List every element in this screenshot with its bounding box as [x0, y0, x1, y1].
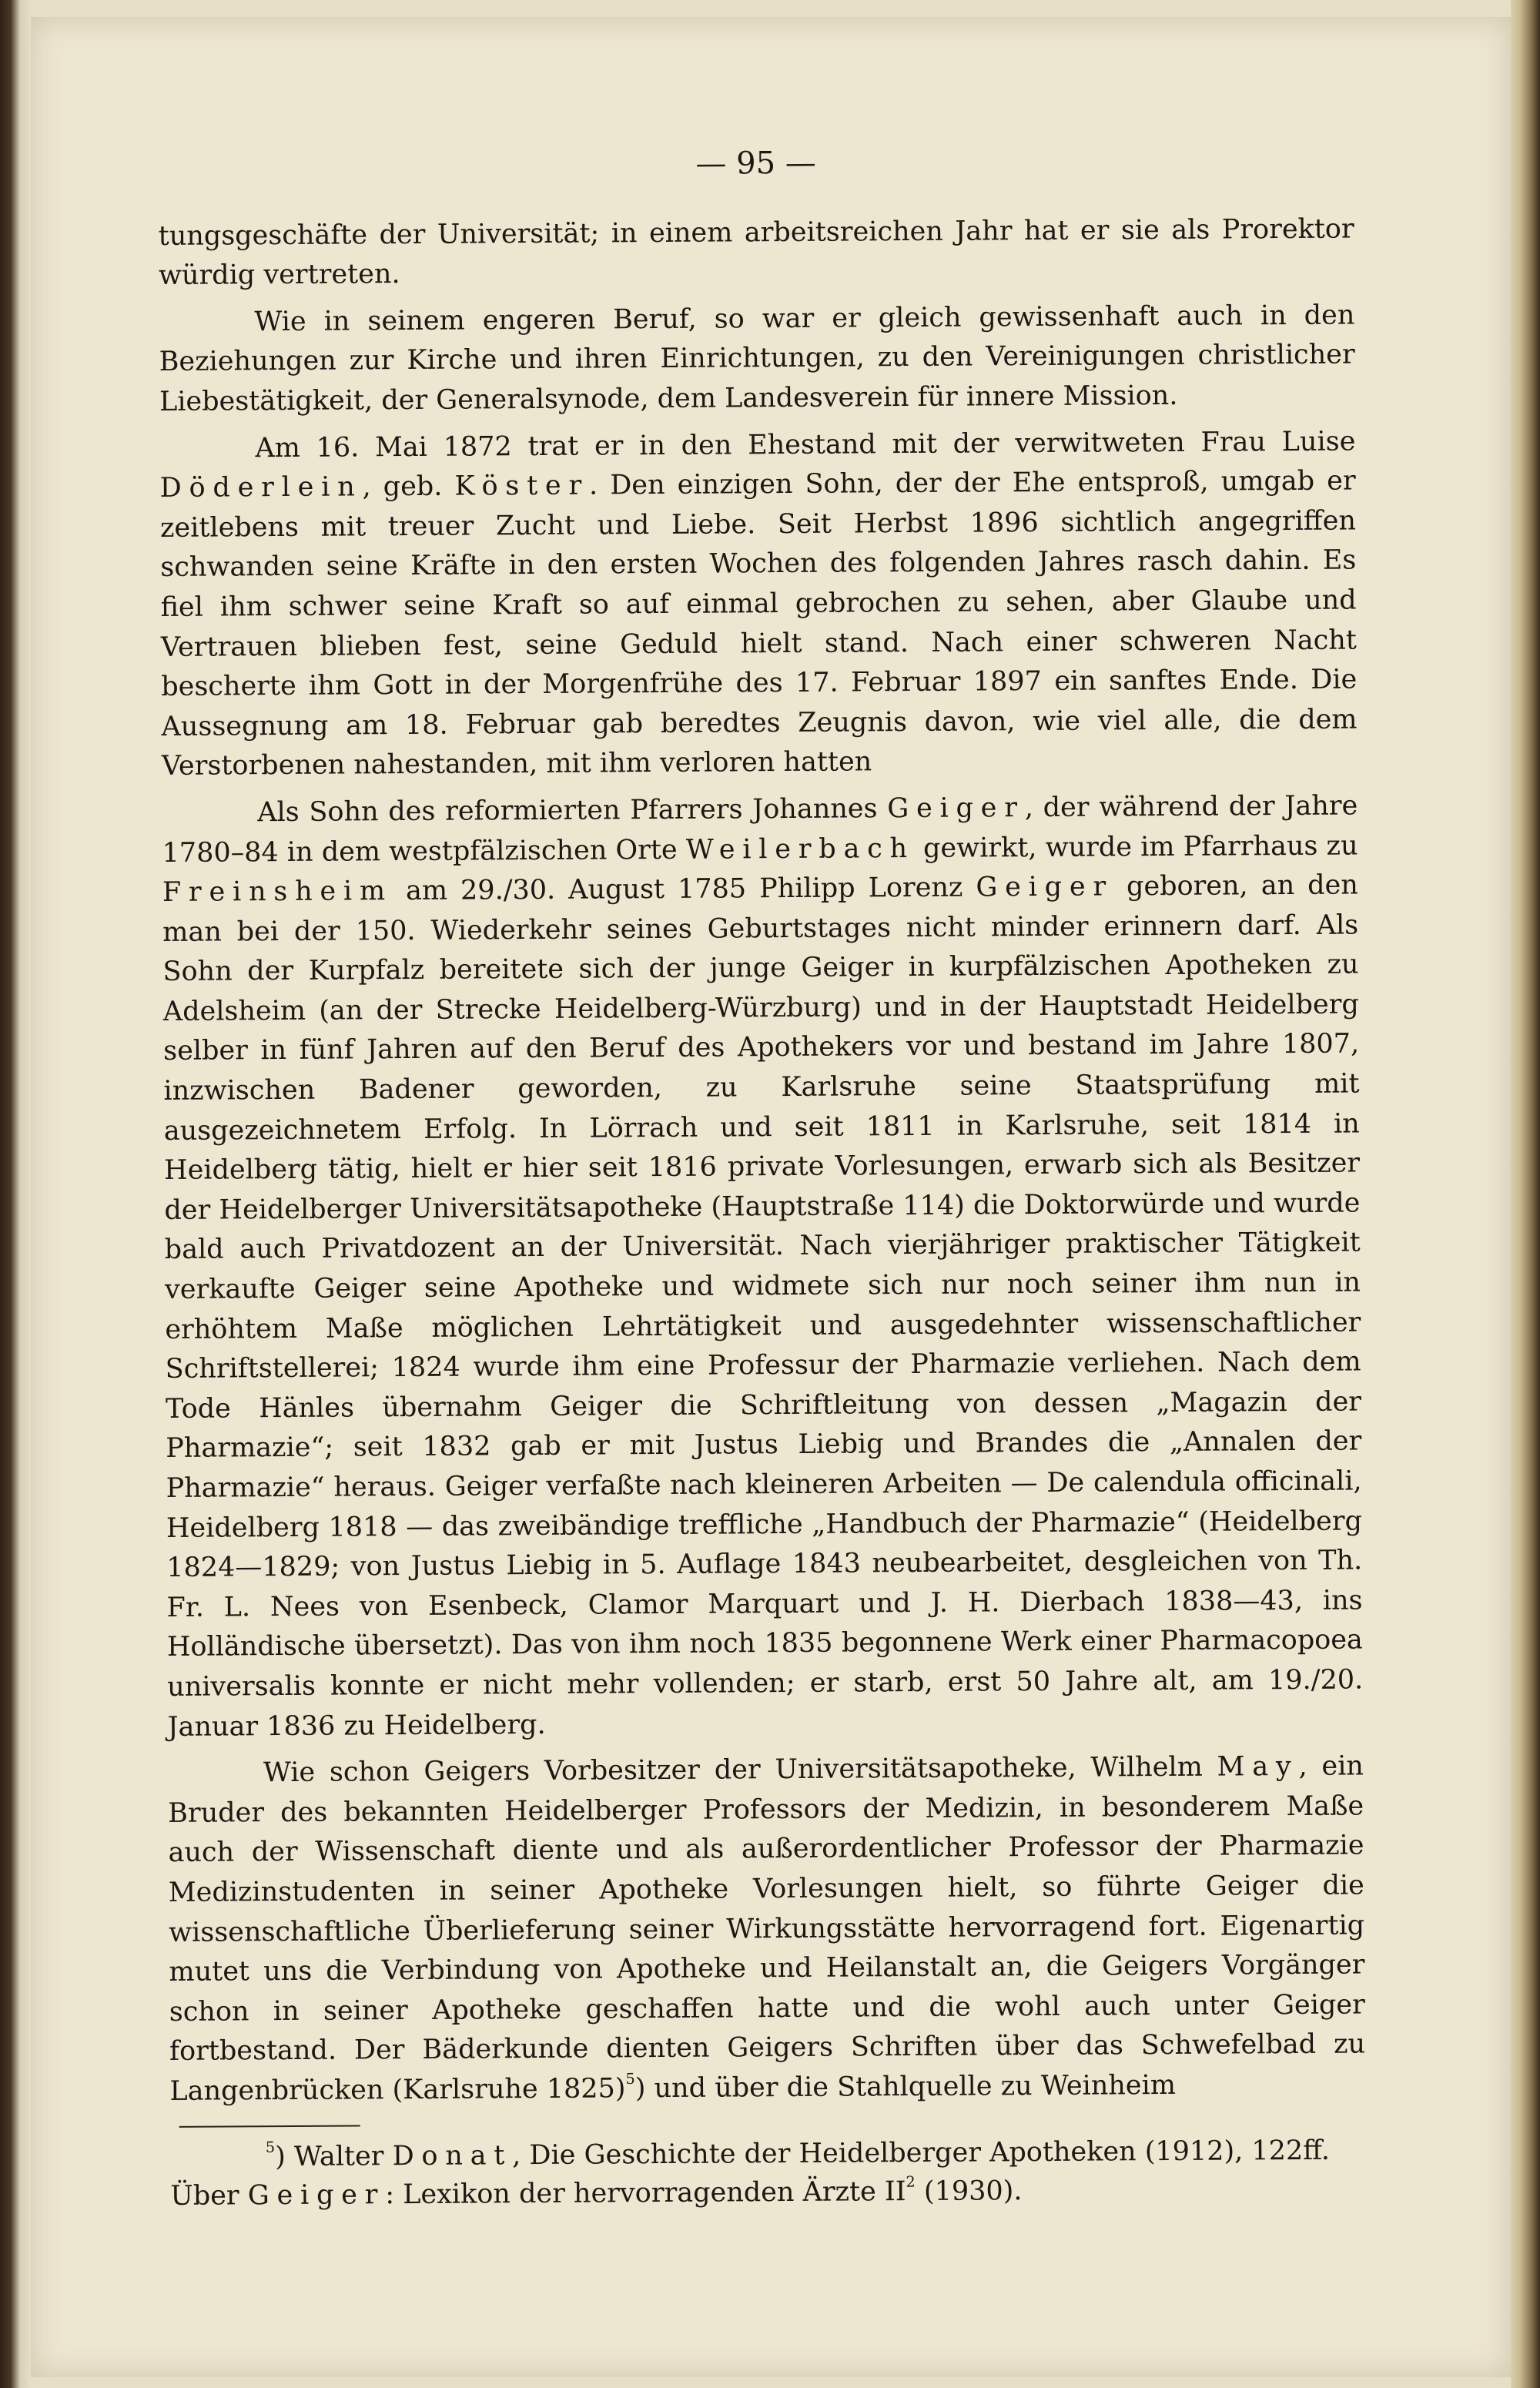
footnote-line-1 [170, 2131, 1366, 2176]
book-edge [1511, 0, 1540, 2388]
text-run: : Lexikon der hervorragenden Ärzte II [385, 2175, 906, 2210]
spaced-name: Geiger [887, 792, 1025, 825]
text-run: Als Sohn des reformierten Pfarrers Johannes [257, 793, 878, 829]
footnote-separator [179, 2125, 360, 2127]
page-text [158, 141, 1366, 2216]
text-run: geboren, an den man bei der 150. Wiederkehr seines Geburtstages nicht minder erinnern darf. Als Sohn der Kurpfalz bereitete sich der junge Geiger in kurpfälzischen Apotheken zu Adelsheim (an der Strecke Heidelberg-Würzburg) und in der Hauptstadt Heidelberg selber in fünf Jahren auf den Beruf des Apothekers vor und bestand im Jahre 1807, inzwischen Badener geworden, zu Karlsruhe seine Staatsprüfung mit ausgezeichnetem Erfolg. In Lörrach und seit 1811 in Karlsruhe, seit 1814 in Heidelberg tätig, hielt er hier seit 1816 private Vorlesungen, erwarb sich als Besitzer der Heidelberger Universitätsapotheke (Hauptstraße 114) die Doktorwürde und wurde bald auch Privatdozent an der Universität. Nach vierjähriger praktischer Tätigkeit verkaufte Geiger seine Apotheke und widmete sich nur noch seiner ihm nun in erhöhtem Maße möglichen Lehrtätigkeit und ausgedehnter wissenschaftlicher Schriftstellerei; 1824 wurde ihm eine Professur der Pharmazie verliehen. Nach dem Tode Hänles übernahm Geiger die Schriftleitung von dessen „Magazin der Pharmazie“; seit 1832 gab er mit Justus Liebig und Brandes die „Annalen der Pharmazie“ heraus. Geiger verfaßte nach kleineren Arbeiten — De calendula officinali, Heidelberg 1818 — das zweibändige treffliche „Handbuch der Pharmazie“ (Heidelberg 1824—1829; von Justus Liebig in 5. Auflage 1843 neubearbeitet, desgleichen von Th. Fr. L. Nees von Esenbeck, Clamor Marquart und J. H. Dierbach 1838—43, ins Holländische übersetzt). Das von ihm noch 1835 begonnene Werk einer Pharmacopoea universalis konnte er nicht mehr vollenden; er starb, erst 50 Jahre alt, am 19./20. Januar 1836 zu Heidelberg. [162, 869, 1364, 1743]
text-run: ) und über die Stahlquelle zu Weinheim [634, 2069, 1177, 2105]
text-run: ) Walter [275, 2140, 384, 2172]
footnote-marker: 5 [265, 2138, 276, 2156]
text-run: . Den einzigen Sohn, der der Ehe entsproß, umgab er zeitlebens mit treuer Zucht und Liebe. Seit Herbst 1896 sichtlich angegriffen schwanden seine Kräfte in den ersten Wochen des folgenden Jahres rasch dahin. Es fiel ihm schwer seine Kraft so auf einmal gebrochen zu sehen, aber Glaube und Vertrauen blieben fest, seine Geduld hielt stand. Nach einer schweren Nacht bescherte ihm Gott in der Morgenfrühe des 17. Februar 1897 ein sanftes Ende. Die Aussegnung am 18. Februar gab beredtes Zeugnis davon, wie viel alle, die dem Verstorbenen nahestanden, mit ihm verloren hatten [159, 465, 1358, 782]
footnote [170, 2131, 1367, 2215]
spaced-name: Donat [392, 2139, 513, 2172]
text-run: Am 16. Mai 1872 trat er in den Ehestand mit der verwitweten Frau Luise [255, 426, 1356, 464]
superscript: 2 [906, 2172, 916, 2191]
paragraph-4 [162, 786, 1364, 1747]
text-run: (1930). [923, 2175, 1023, 2207]
spaced-name: Köster [454, 470, 590, 502]
spaced-place: Freinsheim [162, 876, 393, 909]
spaced-name: Geiger [247, 2179, 386, 2211]
paragraph-1: tungsgeschäfte der Universität; in einem arbeitsreichen Jahr hat er sie als Prorektor würdig vertreten. [158, 213, 1354, 292]
text-run: gewirkt, wurde im Pfarrhaus zu [922, 829, 1358, 864]
text-run: Wie schon Geigers Vorbesitzer der Universitätsapotheke, Wilhelm [263, 1751, 1203, 1789]
paragraph-3 [159, 422, 1358, 787]
spaced-name: May [1217, 1751, 1299, 1783]
spaced-name: Döderlein [159, 471, 363, 504]
text-run: , geb. [362, 471, 443, 503]
text-run: , der während der Jahre 1780–84 in dem westpfälzischen Orte [162, 790, 1358, 869]
footnote-reference: 5 [625, 2069, 635, 2088]
text-run: , ein Bruder des bekannten Heidelberger Professors der Medizin, in besonderem Maße auch der Wissenschaft diente und als außerordentlicher Professor der Pharmazie Medizinstudenten in seiner Apotheke Vorlesungen hielt, so führte Geiger die wissenschaftliche Überlieferung seiner Wirkungsstätte hervorragend fort. Eigenartig mutet uns die Verbindung von Apotheke und Heilanstalt an, die Geigers Vorgänger schon in seiner Apotheke geschaffen hatte und die wohl auch unter Geiger fortbestand. Der Bäderkunde dienten Geigers Schriften über das Schwefelbad zu Langenbrücken (Karlsruhe 1825) [168, 1750, 1366, 2107]
text-run: Über [170, 2179, 239, 2212]
spaced-name: Geiger [976, 871, 1114, 903]
paragraph-5 [168, 1747, 1366, 2112]
spaced-place: Weilerbach [685, 832, 916, 866]
text-run: , Die Geschichte der Heidelberger Apotheken (1912), 122ff. [512, 2135, 1331, 2171]
page-number: — 95 — [695, 145, 816, 182]
text-run: am 29./30. August 1785 Philipp Lorenz [405, 872, 963, 907]
book-page [31, 17, 1511, 2377]
footnote-line-2 [170, 2169, 1366, 2215]
paragraph-2: Wie in seinem engeren Beruf, so war er gleich gewissenhaft auch in den Beziehungen zur Kirche und ihren Einrichtungen, zu den Vereinigungen christlicher Liebestätigkeit, der Generalsynode, dem Landesverein für innere Mission. [159, 300, 1355, 417]
